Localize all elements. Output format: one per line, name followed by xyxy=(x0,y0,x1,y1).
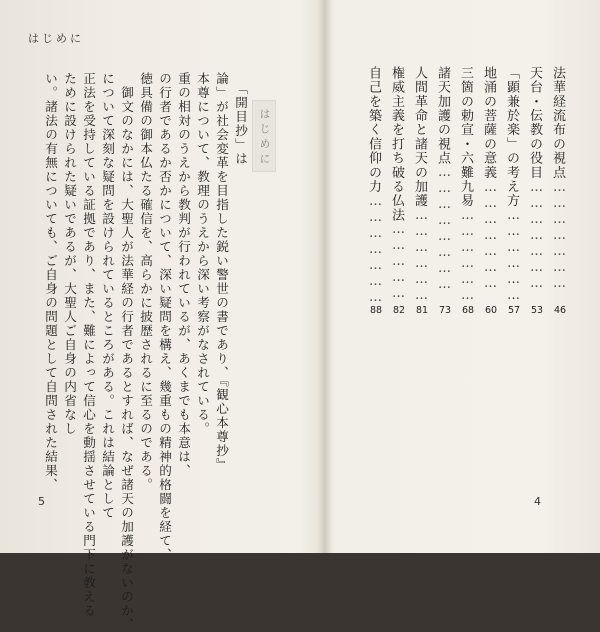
toc-entry[interactable] xyxy=(387,66,406,316)
toc-page-number: 88 xyxy=(369,305,383,316)
toc-title: 法華経流布の視点 xyxy=(550,66,565,180)
toc-page-number: 81 xyxy=(415,305,429,316)
toc-page-number: 68 xyxy=(461,305,475,316)
toc-title: 人間革命と諸天の加護 xyxy=(412,66,427,208)
toc-leader-dots xyxy=(433,165,452,301)
toc-leader-dots xyxy=(410,208,429,301)
toc-title: 諸天加護の視点 xyxy=(435,66,450,166)
toc-entry[interactable] xyxy=(525,66,544,316)
page-number-left: 5 xyxy=(38,495,45,508)
toc-entry[interactable] xyxy=(548,66,567,316)
section-heading: はじめに xyxy=(258,108,271,168)
toc-title: 地涌の菩薩の意義 xyxy=(481,66,496,180)
toc-page-number: 60 xyxy=(484,305,498,316)
toc-leader-dots xyxy=(502,208,521,301)
body-column-7: 御文のなかには、大聖人が法華経の行者であるとすれば、なぜ諸天の加護がないのか、 xyxy=(119,86,134,632)
body-column-4: 重の相対のうえから教判が行われているが、あくまでも本意は、 xyxy=(176,72,191,478)
toc-leader-dots xyxy=(548,180,567,301)
body-column-8: について深刻な疑問を設けられているところがある。これは結論として xyxy=(100,72,115,520)
toc-entry[interactable] xyxy=(410,66,429,316)
body-column-5: の行者であるか否かについて、深い疑問を構え、幾重もの精神的格闘を経て、 xyxy=(157,72,172,562)
toc-page-number: 57 xyxy=(507,305,521,316)
toc-leader-dots xyxy=(364,194,383,301)
body-column-2: 論」が社会変革を目指した鋭い警世の書であり、『観心本尊抄』 xyxy=(214,72,229,472)
toc-entry[interactable] xyxy=(502,66,521,316)
toc-leader-dots xyxy=(387,222,406,301)
body-column-6: 徳具備の御本仏たる確信を、高らかに披歴されるに至るのである。 xyxy=(138,72,153,492)
toc-title: 自己を築く信仰の力 xyxy=(366,66,381,194)
toc-page-number: 73 xyxy=(438,305,452,316)
toc-page-number: 53 xyxy=(530,305,544,316)
toc-leader-dots xyxy=(525,180,544,301)
running-head: はじめに xyxy=(28,32,84,45)
body-column-9: 正法を受持している証拠であり、また、難によって信心を動揺させている門下に教える xyxy=(81,72,96,618)
page-number-right: 4 xyxy=(534,495,541,508)
toc-entry[interactable] xyxy=(479,66,498,316)
body-column-3: 本尊について、教理のうえから深い考察がなされている。 xyxy=(195,72,210,436)
toc-title: 権威主義を打ち破る仏法 xyxy=(389,66,404,223)
toc-title: 天台・伝教の役目 xyxy=(527,66,542,180)
toc-entry[interactable] xyxy=(364,66,383,316)
book-gutter xyxy=(318,0,332,553)
body-column-10: ために設けられた疑いであるが、大聖人ご自身の内省なし xyxy=(62,72,77,436)
body-column-11: い。諸法の有無についても、ご自身の問題として自問された結果、 xyxy=(43,72,58,492)
toc-title: 三箇の勅宣・六難九易 xyxy=(458,66,473,208)
toc-leader-dots xyxy=(479,180,498,301)
toc-entry[interactable] xyxy=(433,66,452,316)
toc-entry[interactable] xyxy=(456,66,475,316)
toc-title: 「顕兼於楽」の考え方 xyxy=(504,66,519,208)
toc-page-number: 46 xyxy=(553,305,567,316)
toc-page-number: 82 xyxy=(392,305,406,316)
body-column-1: 「開目抄」は xyxy=(233,82,248,166)
toc-leader-dots xyxy=(456,208,475,301)
